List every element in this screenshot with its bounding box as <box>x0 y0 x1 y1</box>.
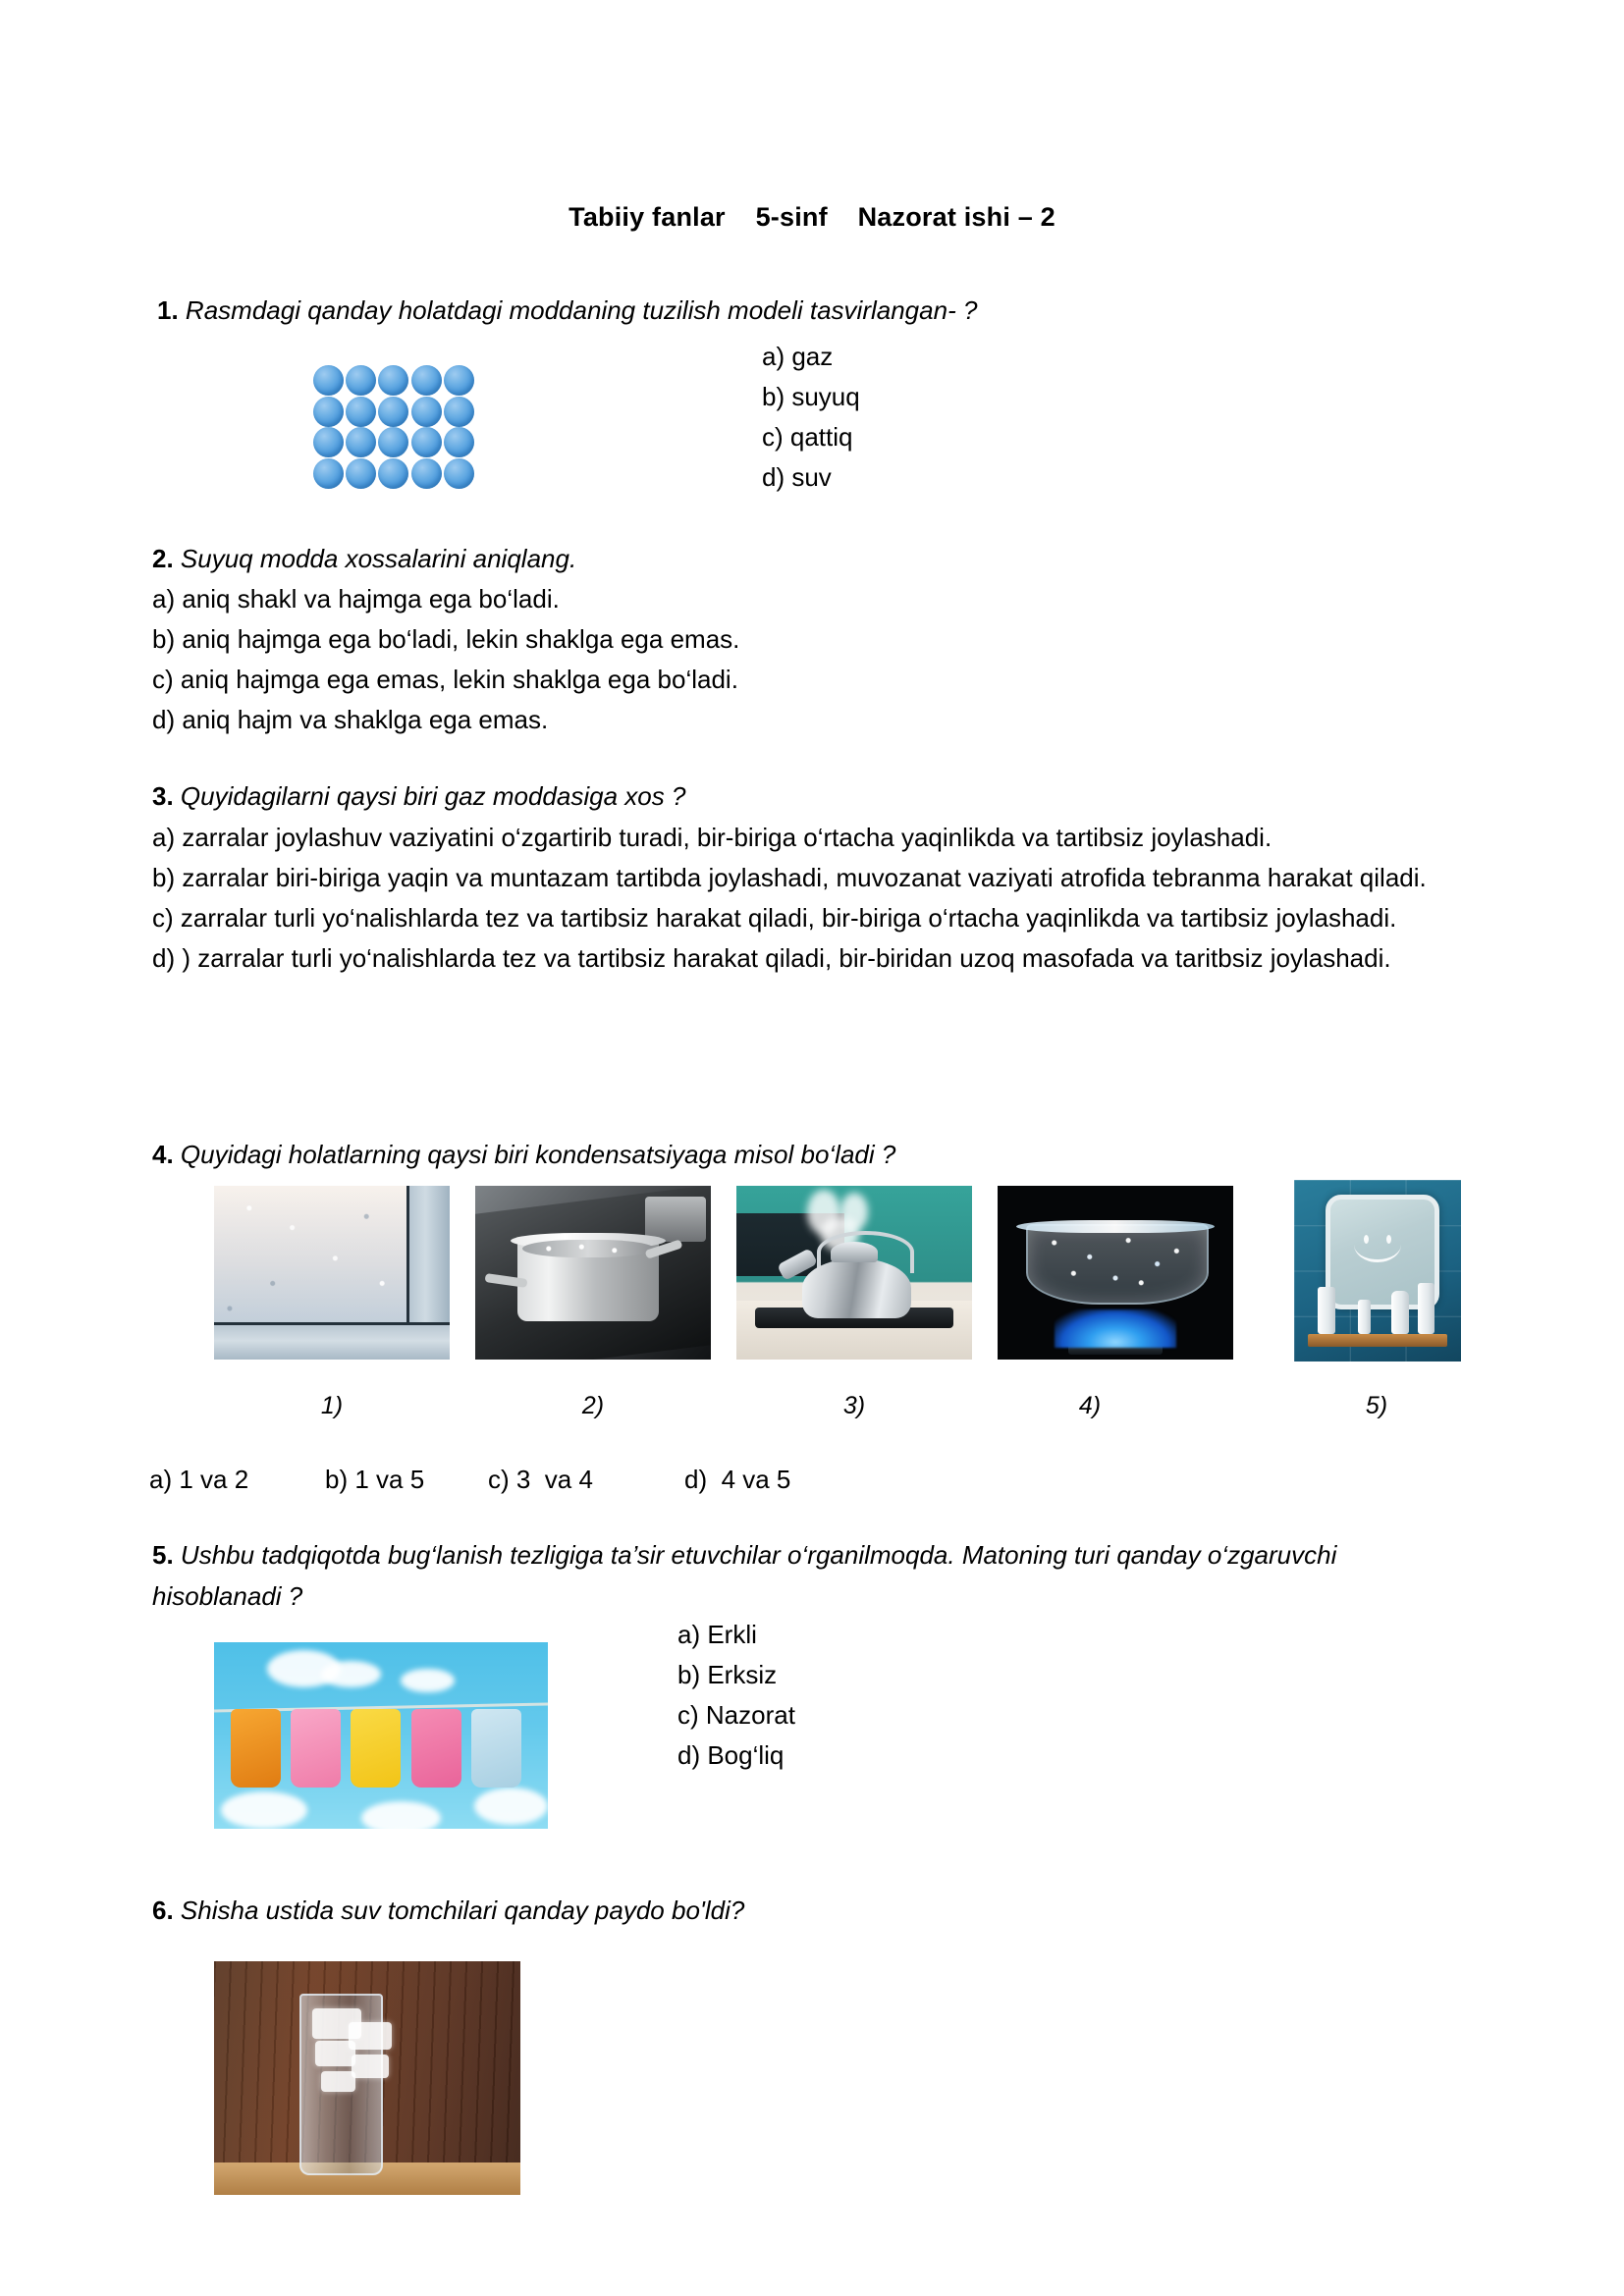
question-5-option-a[interactable]: a) Erkli <box>677 1620 757 1649</box>
figure-laundry-drying-on-clothesline <box>214 1642 548 1829</box>
hanging-shirt <box>351 1709 401 1788</box>
cloud <box>321 1661 381 1687</box>
figure-label-2: 2) <box>581 1392 605 1419</box>
ice-cube <box>321 2071 354 2092</box>
particle-ball <box>346 427 376 457</box>
figure-glass-of-ice-water-on-table <box>214 1961 520 2195</box>
question-4-option-a[interactable]: a) 1 va 2 <box>149 1465 249 1494</box>
figure-fogged-bathroom-mirror <box>1294 1180 1461 1362</box>
solid-state-particle-lattice-figure <box>312 365 475 489</box>
toiletry-bottle <box>1318 1287 1336 1334</box>
particle-ball <box>378 365 408 396</box>
question-3-option-b[interactable]: b) zarralar biri-biriga yaqin va muntazam tartibda joylashadi, muvozanat vaziyati atrofida tebranma harakat qiladi. <box>152 863 1427 892</box>
cloud <box>474 1788 548 1825</box>
particle-ball <box>444 458 474 489</box>
question-5-number: 5. <box>152 1540 174 1570</box>
particle-ball <box>378 458 408 489</box>
hanging-shirt <box>411 1709 461 1788</box>
question-3-text: Quyidagilarni qaysi biri gaz moddasiga xos ? <box>180 781 686 811</box>
boiling-bubbles <box>1035 1231 1195 1290</box>
page-title: Tabiiy fanlar 5-sinf Nazorat ishi – 2 <box>568 202 1056 232</box>
question-3-option-c[interactable]: c) zarralar turli yo‘nalishlarda tez va tartibsiz harakat qiladi, bir-biriga o‘rtacha yaqinlikda va tartibsiz joylashadi. <box>152 903 1397 933</box>
background-pot <box>645 1197 706 1242</box>
wooden-shelf <box>1308 1334 1448 1347</box>
glass-pot-rim <box>1016 1220 1215 1232</box>
particle-ball <box>346 397 376 427</box>
question-6-stem <box>152 1890 1458 1931</box>
question-1-option-d[interactable]: d) suv <box>762 462 832 492</box>
toiletry-bottle <box>1358 1300 1372 1334</box>
question-5-options <box>677 1615 795 1776</box>
ice-cube <box>349 2022 392 2051</box>
blue-gas-flame <box>1055 1309 1177 1348</box>
question-4-stem <box>152 1134 1468 1175</box>
question-4-number: 4. <box>152 1140 174 1169</box>
question-2-options <box>152 579 739 740</box>
particle-ball <box>444 365 474 396</box>
kettle-lid <box>831 1242 878 1262</box>
hanging-shirt <box>471 1709 521 1788</box>
question-2-option-c[interactable]: c) aniq hajmga ega emas, lekin shaklga ega bo‘ladi. <box>152 665 738 694</box>
question-1-option-a[interactable]: a) gaz <box>762 342 834 371</box>
particle-ball <box>313 458 344 489</box>
ice-cube <box>315 2041 355 2066</box>
particle-ball <box>378 397 408 427</box>
boiling-water <box>522 1240 654 1257</box>
particle-ball <box>444 397 474 427</box>
particle-ball <box>313 397 344 427</box>
question-5-option-b[interactable]: b) Erksiz <box>677 1660 778 1689</box>
question-2-option-d[interactable]: d) aniq hajm va shaklga ega emas. <box>152 705 549 734</box>
question-2-stem <box>152 538 1468 579</box>
question-6-text: Shisha ustida suv tomchilari qanday paydo bo'ldi? <box>180 1896 745 1925</box>
particle-ball <box>346 365 376 396</box>
particle-ball <box>444 427 474 457</box>
question-1-options <box>762 337 860 498</box>
question-5-option-c[interactable]: c) Nazorat <box>677 1700 795 1730</box>
question-2-number: 2. <box>152 544 174 573</box>
particle-ball <box>411 427 442 457</box>
figure-boiling-glass-pot-on-gas-flame <box>998 1186 1233 1360</box>
figure-label-1: 1) <box>320 1392 344 1419</box>
question-5-option-d[interactable]: d) Bog‘liq <box>677 1740 785 1770</box>
question-3-option-a[interactable]: a) zarralar joylashuv vaziyatini o‘zgartirib turadi, bir-biriga o‘rtacha yaqinlikda va tartibsiz joylashadi. <box>152 823 1272 852</box>
question-2-option-b[interactable]: b) aniq hajmga ega bo‘ladi, lekin shaklga ega emas. <box>152 624 740 654</box>
cloud <box>401 1669 454 1693</box>
window-mist <box>214 1186 409 1325</box>
question-4-text: Quyidagi holatlarning qaysi biri kondensatsiyaga misol bo‘ladi ? <box>180 1140 896 1169</box>
figure-boiling-pot-on-stove <box>475 1186 711 1360</box>
particle-ball <box>411 458 442 489</box>
question-1-number: 1. <box>157 295 179 325</box>
question-3-stem <box>152 775 1468 817</box>
hanging-shirt <box>231 1709 281 1788</box>
question-3-options <box>152 818 1473 979</box>
question-5-text: Ushbu tadqiqotda bug‘lanish tezligiga ta’sir etuvchilar o‘rganilmoqda. Matoning turi qanday o‘zgaruvchi hisoblanadi ? <box>152 1540 1337 1611</box>
question-4-option-b[interactable]: b) 1 va 5 <box>325 1465 425 1494</box>
particle-ball <box>411 397 442 427</box>
window-frame-bottom <box>214 1322 450 1360</box>
particle-ball <box>411 365 442 396</box>
question-2-text: Suyuq modda xossalarini aniqlang. <box>180 544 577 573</box>
question-3-option-d[interactable]: d) ) zarralar turli yo‘nalishlarda tez va tartibsiz harakat qiladi, bir-biridan uzoq masofada va taritbsiz joylashadi. <box>152 943 1391 973</box>
particle-ball <box>378 427 408 457</box>
question-1-stem <box>157 290 1473 331</box>
figure-steaming-kettle <box>736 1186 972 1360</box>
cloud <box>361 1801 442 1830</box>
particle-ball <box>346 458 376 489</box>
question-5-stem <box>152 1534 1458 1617</box>
hanging-shirt <box>291 1709 341 1788</box>
ice-cube <box>352 2055 388 2078</box>
question-4-option-d[interactable]: d) 4 va 5 <box>684 1465 791 1494</box>
soap-dispenser <box>1391 1291 1410 1334</box>
figure-label-3: 3) <box>842 1392 866 1419</box>
smiley-mouth <box>1354 1227 1401 1262</box>
question-1-text: Rasmdagi qanday holatdagi moddaning tuzilish modeli tasvirlangan- ? <box>185 295 978 325</box>
question-4-option-c[interactable]: c) 3 va 4 <box>488 1465 593 1494</box>
lotion-tube <box>1418 1283 1435 1334</box>
kettle-body <box>802 1258 910 1317</box>
question-2-option-a[interactable]: a) aniq shakl va hajmga ega bo‘ladi. <box>152 584 560 614</box>
figure-label-4: 4) <box>1078 1392 1102 1419</box>
question-6-number: 6. <box>152 1896 174 1925</box>
particle-ball <box>313 365 344 396</box>
question-1-option-b[interactable]: b) suyuq <box>762 382 860 411</box>
question-3-number: 3. <box>152 781 174 811</box>
figure-label-5: 5) <box>1365 1392 1388 1419</box>
cloud <box>221 1791 307 1829</box>
particle-ball <box>313 427 344 457</box>
figure-condensation-on-window <box>214 1186 450 1360</box>
question-1-option-c[interactable]: c) qattiq <box>762 422 853 452</box>
